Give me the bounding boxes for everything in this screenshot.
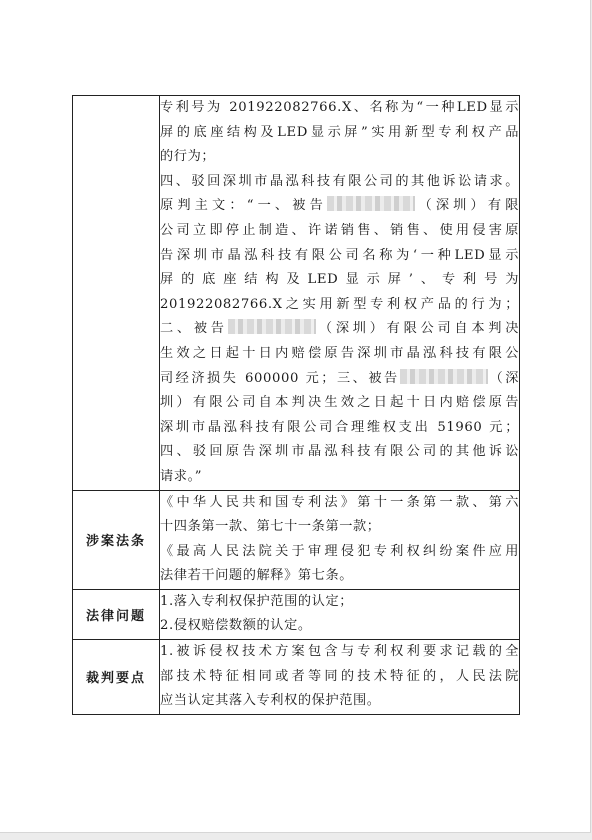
- text-line: 的行为；: [160, 149, 216, 165]
- key-points-label: 裁判要点: [73, 640, 160, 715]
- text-line: [160, 317, 519, 342]
- text-segment: 司经济损失 600000 元；三、被告: [160, 370, 400, 386]
- text-line: 专利号为 201922082766.X、名称为“一种LED显示: [160, 100, 519, 115]
- text-line: 深圳市晶泓科技有限公司合理维权支出 51960 元；: [160, 419, 519, 435]
- viewer-background: [0, 833, 592, 840]
- legal-issues-label: 法律问题: [73, 589, 160, 639]
- key-points-content-cell: [160, 640, 520, 715]
- text-line: 屏的底座结构及LED显示屏’、专利号为: [160, 272, 519, 288]
- redacted-name: [228, 319, 316, 334]
- text-line: 1.落入专利权保护范围的认定；: [160, 593, 354, 609]
- text-line: 201922082766.X之实用新型专利权产品的行为；: [160, 296, 519, 312]
- text-segment: （深圳）有限公司自本判决: [315, 321, 519, 337]
- text-line: 法律若干问题的解释》第七条。: [160, 568, 354, 584]
- case-table: [72, 95, 520, 715]
- text-line: 告深圳市晶泓科技有限公司名称为‘一种LED显示: [160, 247, 519, 263]
- key-points-row: [73, 640, 520, 715]
- text-line: 《最高人民法院关于审理侵犯专利权纠纷案件应用: [160, 543, 519, 559]
- statutes-label: 涉案法条: [73, 490, 160, 589]
- text-line: 四、驳回原告深圳市晶泓科技有限公司的其他诉讼: [160, 444, 519, 460]
- text-line: 部技术特征相同或者等同的技术特征的，人民法院: [160, 668, 519, 684]
- text-segment: 原判主文：“一、被告: [160, 198, 327, 214]
- text-segment: 二、被告: [160, 321, 228, 337]
- text-line: 应当认定其落入专利权的保护范围。: [160, 693, 381, 709]
- text-line: 2.侵权赔偿数额的认定。: [160, 618, 312, 634]
- text-line: [160, 194, 519, 219]
- legal-issues-content-cell: [160, 589, 520, 639]
- text-segment: （深: [487, 370, 519, 386]
- judgment-row: [73, 96, 520, 491]
- judgment-label-cell: [73, 96, 160, 491]
- statutes-content-cell: [160, 490, 520, 589]
- text-line: 《中华人民共和国专利法》第十一条第一款、第六: [160, 494, 519, 510]
- legal-issues-row: [73, 589, 520, 639]
- redacted-name: [327, 196, 415, 211]
- text-line: [160, 367, 519, 392]
- judgment-content-cell: [160, 96, 520, 491]
- redacted-name: [400, 369, 488, 384]
- text-line: 生效之日起十日内赔偿原告深圳市晶泓科技有限公: [160, 345, 519, 361]
- text-line: 请求。”: [160, 468, 203, 484]
- text-line: 圳）有限公司自本判决生效之日起十日内赔偿原告: [160, 395, 519, 411]
- text-segment: （深圳）有限: [414, 198, 519, 214]
- text-line: 屏的底座结构及LED显示屏”实用新型专利权产品: [160, 124, 519, 140]
- statutes-row: [73, 490, 520, 589]
- text-line: 十四条第一款、第七十一条第一款；: [160, 519, 381, 535]
- text-line: 四、驳回深圳市晶泓科技有限公司的其他诉讼请求。: [160, 173, 519, 189]
- text-line: 1.被诉侵权技术方案包含与专利权利要求记载的全: [160, 644, 519, 660]
- text-line: 公司立即停止制造、许诺销售、销售、使用侵害原: [160, 222, 519, 238]
